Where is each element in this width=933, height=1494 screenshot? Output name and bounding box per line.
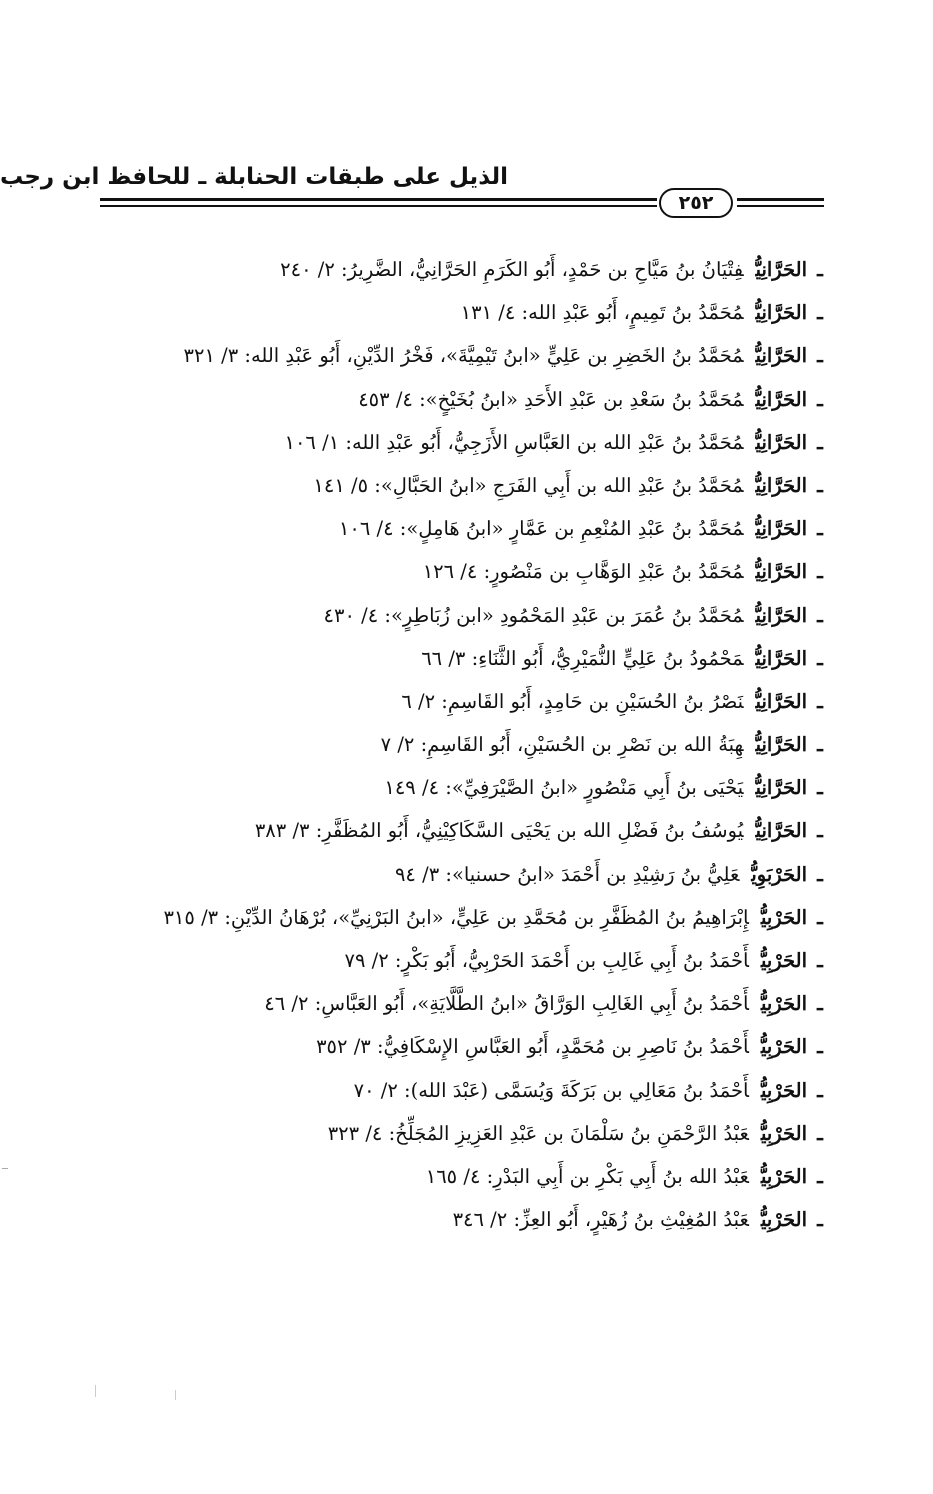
entry-text: عَبْدُ الله بنُ أَبِي بَكْرِ بن أَبِي البَدْرِ: ٤/ ١٦٥ <box>425 1164 749 1188</box>
index-entry <box>230 382 833 425</box>
index-entry <box>230 295 833 338</box>
index-entry <box>230 1029 833 1072</box>
entry-bullet: ـ <box>817 1078 823 1102</box>
entry-nisba: الحَرْبِيُّ <box>760 1164 807 1188</box>
entry-text: مَحْمُودُ بنُ عَلِيٍّ النُّمَيْرِيُّ، أَبُو الثَّنَاءِ: ٣/ ٦٦ <box>421 646 744 670</box>
index-entry <box>230 943 833 986</box>
entry-text: عَلِيُّ بنُ رَشِيْدِ بن أَحْمَدَ «ابنُ حسنيا»: ٣/ ٩٤ <box>394 862 740 886</box>
entry-text: هِبَةُ الله بن نَصْرِ بن الحُسَيْنِ، أَبُو القَاسِمِ: ٢/ ٧ <box>380 733 744 757</box>
page-header <box>0 160 824 240</box>
entry-nisba: الحَرَّانِيُّ <box>755 301 807 325</box>
entry-bullet: ـ <box>817 473 823 497</box>
index-entry <box>230 727 833 770</box>
entry-nisba: الحَرَّانِيُّ <box>755 344 807 368</box>
entry-bullet: ـ <box>817 1208 823 1232</box>
entry-text: يُوسُفُ بنُ فَضْلِ الله بن يَحْيَى السَّكَاكِيْنِيُّ، أَبُو المُظَفَّرِ: ٣/ ٣٨٣ <box>254 819 744 843</box>
entry-nisba: الحَرَّانِيُّ <box>755 560 807 584</box>
index-entry <box>230 1202 833 1245</box>
entry-bullet: ـ <box>817 949 823 972</box>
entry-nisba: الحَرَّانِيُّ <box>755 387 807 411</box>
index-entry <box>183 338 833 381</box>
entry-text: إِبْرَاهِيمُ بنُ المُظَفَّرِ بن مُحَمَّدِ بن عَلِيٍّ، «ابنُ البَرْنِيِّ»، بُرْهَانُ الدِّيْنِ: ٣/ ٣١٥ <box>163 905 749 929</box>
entry-bullet: ـ <box>817 258 823 281</box>
entry-text: عَبْدُ المُغِيْثِ بنُ زُهَيْرٍ، أَبُو العِزِّ: ٢/ ٣٤٦ <box>452 1208 749 1232</box>
entry-text: مُحَمَّدُ بنُ عَبْدِ الله بن أَبِي الفَرَجِ «ابنُ الحَبَّالِ»: ٥/ ١٤١ <box>313 473 744 497</box>
entry-bullet: ـ <box>817 1164 823 1188</box>
scan-speck <box>175 1390 176 1400</box>
entry-bullet: ـ <box>817 819 823 843</box>
margin-mark <box>2 1168 8 1169</box>
entry-nisba: الحَرَّانِيُّ <box>755 776 807 800</box>
entry-bullet: ـ <box>817 560 823 584</box>
entry-bullet: ـ <box>817 992 823 1016</box>
entry-text: مُحَمَّدُ بنُ عَبْدِ الوَهَّابِ بن مَنْصُورٍ: ٤/ ١٢٦ <box>422 560 744 584</box>
entry-bullet: ـ <box>817 1121 823 1145</box>
entry-text: مُحَمَّدُ بنُ سَعْدِ بن عَبْدِ الأَحَدِ «ابنُ بُخَيْخٍ»: ٤/ ٤٥٣ <box>358 387 744 411</box>
entry-bullet: ـ <box>817 387 823 411</box>
index-entry <box>230 813 833 856</box>
entry-bullet: ـ <box>817 776 823 800</box>
entry-nisba: الحَرْبِيُّ <box>760 1208 807 1232</box>
entry-bullet: ـ <box>817 430 823 454</box>
entry-bullet: ـ <box>817 646 823 670</box>
entry-nisba: الحَرَّانِيُّ <box>755 646 807 670</box>
entry-bullet: ـ <box>817 689 823 713</box>
entry-nisba: الحَرَّانِيُّ <box>755 689 807 713</box>
index-entry <box>230 554 833 597</box>
entry-nisba: الحَرَّانِيُّ <box>755 819 807 843</box>
entry-text: مُحَمَّدُ بنُ عَبْدِ المُنْعِمِ بن عَمَّارٍ «ابنُ هَامِلٍ»: ٤/ ١٠٦ <box>338 517 744 541</box>
entry-bullet: ـ <box>817 344 823 368</box>
page-number: ٢٥٢ <box>659 188 733 218</box>
header-rule-thin-right <box>737 205 824 207</box>
index-entry <box>230 468 833 511</box>
index-entry <box>230 986 833 1029</box>
entry-text: مُحَمَّدُ بنُ عُمَرَ بن عَبْدِ المَحْمُودِ «ابن زُبَاطِرٍ»: ٤/ ٤٣٠ <box>323 603 744 627</box>
entry-text: عَبْدُ الرَّحْمَنِ بنُ سَلْمَانَ بن عَبْدِ العَزِيزِ المُجَلِّخُ: ٤/ ٣٢٣ <box>327 1121 749 1145</box>
entry-text: يَحْيَى بنُ أَبِي مَنْصُورٍ «ابنُ الصَّيْرَفِيِّ»: ٤/ ١٤٩ <box>384 776 744 800</box>
entry-bullet: ـ <box>817 517 823 541</box>
index-entry <box>230 1159 833 1202</box>
index-entry <box>230 684 833 727</box>
index-entry <box>230 425 833 468</box>
index-entry <box>230 1073 833 1116</box>
index-list <box>163 252 833 1245</box>
entry-bullet: ـ <box>817 603 823 627</box>
scan-speck <box>95 1385 96 1397</box>
index-entry <box>230 770 833 813</box>
entry-text: مُحَمَّدُ بنُ عَبْدِ الله بن العَبَّاسِ الأَزَجِيُّ، أَبُو عَبْدِ الله: ١/ ١٠٦ <box>284 430 744 454</box>
header-rule-thin <box>100 205 657 207</box>
entry-bullet: ـ <box>817 733 823 757</box>
entry-nisba: الحَرَّانِيُّ <box>755 430 807 454</box>
index-entry <box>230 598 833 641</box>
entry-nisba: الحَرْبِيُّ <box>760 905 807 929</box>
header-rule-thick <box>100 198 657 201</box>
index-entry <box>230 252 833 295</box>
entry-text: نَصْرُ بنُ الحُسَيْنِ بن حَامِدٍ، أَبُو القَاسِمِ: ٢/ ٦ <box>401 689 744 713</box>
entry-text: أَحْمَدُ بنُ أَبِي غَالِبِ بن أَحْمَدَ الحَرْبِيُّ، أَبُو بَكْرٍ: ٢/ ٧٩ <box>344 949 749 972</box>
entry-nisba: الحَرَّانِيُّ <box>755 733 807 757</box>
entry-text: مُحَمَّدُ بنُ تَمِيمٍ، أَبُو عَبْدِ الله: ٤/ ١٣١ <box>460 301 744 325</box>
entry-text: فِتْيَانُ بنُ مَيَّاحِ بن حَمْدٍ، أَبُو الكَرَمِ الحَرَّانِيُّ، الضَّرِيرُ: ٢/ ٢٤٠ <box>280 258 744 281</box>
index-entry <box>230 641 833 684</box>
entry-text: مُحَمَّدُ بنُ الخَضِرِ بن عَلِيٍّ «ابنُ تَيْمِيَّةَ»، فَخْرُ الدِّيْنِ، أَبُو عَبْدِ الله: ٣/ ٣٢١ <box>183 344 744 368</box>
entry-bullet: ـ <box>817 905 823 929</box>
entry-nisba: الحَرْبِيُّ <box>760 1078 807 1102</box>
entry-text: أَحْمَدُ بنُ مَعَالِي بن بَرَكَةَ وَيُسَمَّى (عَبْدَ الله): ٢/ ٧٠ <box>353 1078 749 1102</box>
entry-text: أَحْمَدُ بنُ أَبِي الغَالِبِ الوَرَّاقُ «ابنُ الطَّلَّايَةِ»، أَبُو العَبَّاسِ: ٢/ ٤٦ <box>264 992 749 1016</box>
entry-nisba: الحَرْبِيُّ <box>760 949 807 972</box>
index-entry <box>230 857 833 900</box>
entry-bullet: ـ <box>817 862 823 886</box>
entry-nisba: الحَرْبِيُّ <box>760 1121 807 1145</box>
index-entry <box>230 1116 833 1159</box>
entry-nisba: الحَرَّانِيُّ <box>755 473 807 497</box>
entry-nisba: الحَرْبِيُّ <box>760 992 807 1016</box>
entry-nisba: الحَرْبَوِيُّ <box>751 862 807 886</box>
entry-bullet: ـ <box>817 1035 823 1059</box>
running-title: الذيل على طبقات الحنابلة ـ للحافظ ابن رجب <box>0 164 508 190</box>
entry-nisba: الحَرْبِيُّ <box>760 1035 807 1059</box>
entry-nisba: الحَرَّانِيُّ <box>755 517 807 541</box>
header-rule-thick-right <box>737 198 824 201</box>
index-entry <box>163 900 833 943</box>
index-entry <box>230 511 833 554</box>
entry-nisba: الحَرَّانِيُّ <box>755 603 807 627</box>
entry-nisba: الحَرَّانِيُّ <box>755 258 807 281</box>
entry-text: أَحْمَدُ بنُ نَاصِرِ بن مُحَمَّدٍ، أَبُو العَبَّاسِ الإِسْكَافِيُّ: ٣/ ٣٥٢ <box>316 1035 749 1059</box>
entry-bullet: ـ <box>817 301 823 325</box>
